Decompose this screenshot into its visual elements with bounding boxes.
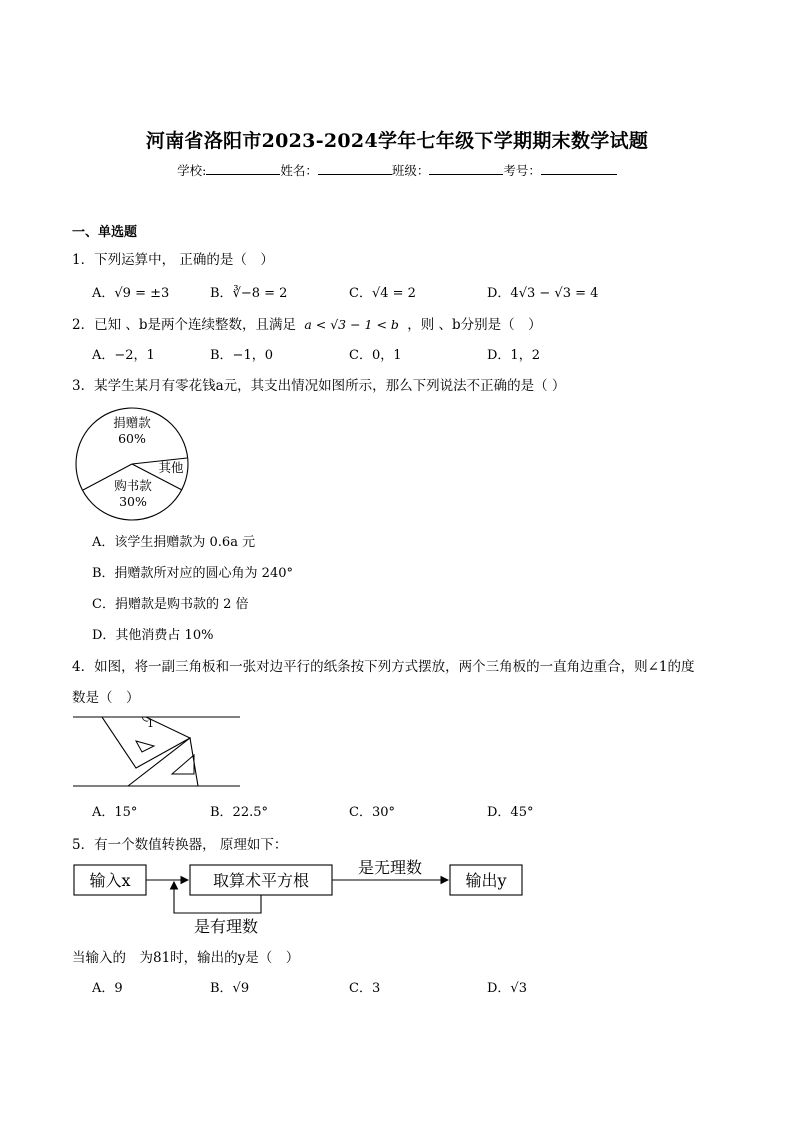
- id-blank[interactable]: [541, 162, 617, 175]
- school-blank[interactable]: [206, 162, 280, 175]
- q2-option-c[interactable]: C．0，1: [349, 348, 402, 363]
- q1-option-c[interactable]: C．√4 = 2: [349, 286, 416, 301]
- page-title: 河南省洛阳市2023-2024学年七年级下学期期末数学试题: [145, 130, 649, 152]
- pie-label-other: 其他: [158, 460, 184, 475]
- triangle-ruler-1-hole: [136, 741, 154, 752]
- q5-option-b[interactable]: B．√9: [210, 981, 250, 996]
- q3-stem: 3．某学生某月有零花钱a元，其支出情况如图所示，那么下列说法不正确的是（ ）: [72, 378, 566, 394]
- id-label: 考号：: [503, 163, 541, 178]
- q1-option-b[interactable]: B．∛−8 = 2: [210, 286, 288, 301]
- student-info-line: [0, 161, 794, 179]
- q1-option-d[interactable]: D．4√3 − √3 = 4: [487, 286, 599, 301]
- q3-option-d[interactable]: D．其他消费占 10%: [92, 628, 214, 643]
- q2-option-b[interactable]: B．−1，0: [210, 348, 273, 363]
- q3-option-b[interactable]: B．捐赠款所对应的圆心角为 240°: [92, 566, 293, 581]
- flow-process-text: 取算术平方根: [212, 871, 310, 890]
- flow-input-text: 输入x: [89, 871, 131, 890]
- q2-stem: [72, 313, 542, 333]
- class-blank[interactable]: [429, 162, 503, 175]
- q4-option-a[interactable]: A．15°: [92, 805, 138, 820]
- q4-option-b[interactable]: B．22.5°: [210, 805, 268, 820]
- q2-stem-math: a < √3 − 1 < b: [304, 317, 399, 332]
- name-blank[interactable]: [318, 162, 392, 175]
- q2-option-d[interactable]: D．1，2: [487, 348, 540, 363]
- triangle-ruler-1: [102, 717, 190, 768]
- section-title: 一、单选题: [72, 225, 138, 240]
- q4-option-c[interactable]: C．30°: [349, 805, 395, 820]
- q2-stem-pre: 2．已知 、b是两个连续整数，且满足: [72, 317, 297, 333]
- pie-label-donation: 捐赠款: [113, 415, 151, 430]
- q3-option-c[interactable]: C．捐赠款是购书款的 2 倍: [92, 597, 249, 612]
- q3-pie-figure: [70, 406, 194, 522]
- flow-rational-label: 是有理数: [193, 917, 259, 936]
- q1-stem: 1．下列运算中， 正确的是（ ）: [72, 252, 274, 268]
- q3-option-a[interactable]: A．该学生捐赠款为 0.6a 元: [92, 535, 256, 550]
- q5-option-a[interactable]: A．9: [92, 981, 123, 996]
- q4-stem-line1: 4．如图，将一副三角板和一张对边平行的纸条按下列方式摆放，两个三角板的一直角边重合，则∠1的度: [72, 659, 695, 675]
- q5-question: 当输入的 为81时，输出的y是（ ）: [72, 950, 300, 966]
- q2-stem-post: ，则 、b分别是（ ）: [407, 317, 542, 333]
- q5-option-c[interactable]: C．3: [349, 981, 381, 996]
- flow-output-text: 输出y: [465, 871, 507, 890]
- q1-option-a[interactable]: A．√9 = ±3: [92, 286, 170, 301]
- q5-option-d[interactable]: D．√3: [487, 981, 527, 996]
- flow-irrational-label: 是无理数: [357, 858, 423, 877]
- angle-1-label: 1: [147, 717, 154, 730]
- pie-pct-donation: 60%: [118, 431, 146, 446]
- pie-label-books: 购书款: [114, 478, 152, 493]
- pie-pct-books: 30%: [119, 494, 147, 509]
- triangle-ruler-2-hole: [172, 755, 194, 774]
- q4-stem-line2: 数是（ ）: [72, 690, 140, 706]
- q4-option-d[interactable]: D．45°: [487, 805, 534, 820]
- name-label: 姓名：: [280, 163, 318, 178]
- q4-triangle-figure: [70, 710, 242, 790]
- q5-flowchart: [70, 855, 530, 937]
- school-label: 学校:: [177, 163, 207, 178]
- class-label: 班级：: [391, 163, 430, 178]
- q5-stem: 5．有一个数值转换器， 原理如下：: [72, 837, 288, 853]
- q2-option-a[interactable]: A．−2，1: [92, 348, 155, 363]
